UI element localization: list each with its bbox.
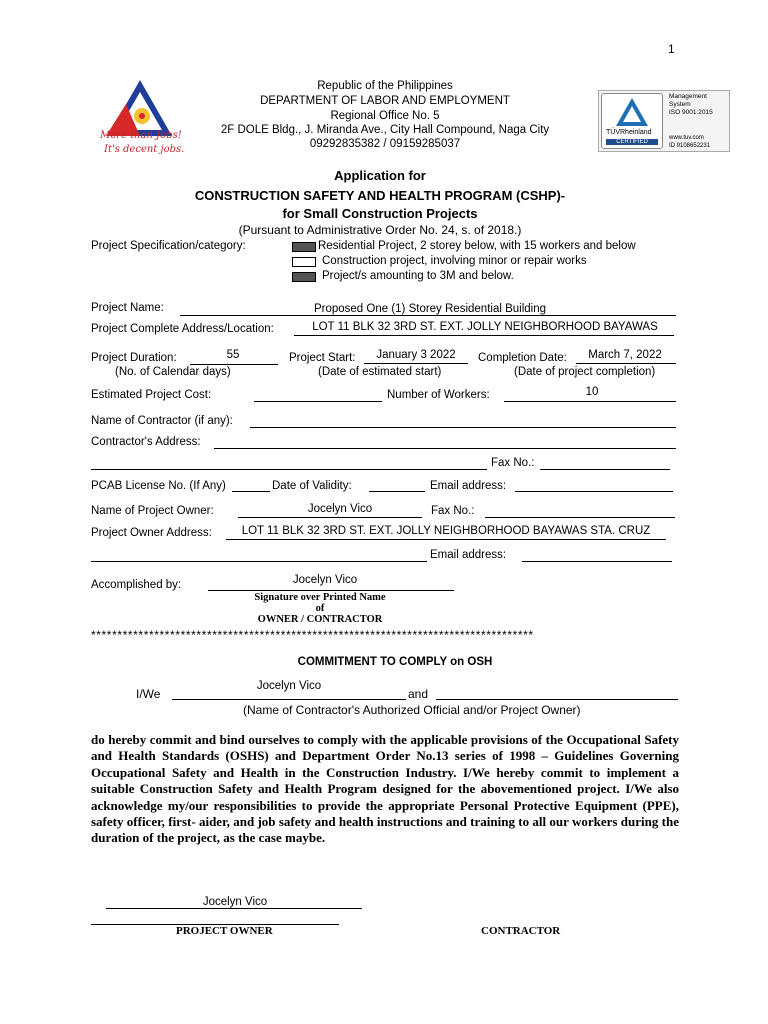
- title-pursuant: (Pursuant to Administrative Order No. 24, s. of 2018.): [238, 223, 522, 237]
- address-line: [294, 335, 674, 336]
- completion-label: Completion Date:: [478, 352, 567, 364]
- title-small-projects: for Small Construction Projects: [282, 206, 478, 221]
- owner-fax-label: Fax No.:: [431, 505, 475, 517]
- contractor-address-label: Contractor's Address:: [91, 436, 201, 448]
- and-line: [436, 699, 678, 700]
- owner-value[interactable]: Jocelyn Vico: [307, 503, 373, 515]
- contractor-caption: CONTRACTOR: [481, 925, 561, 937]
- pcab-line: [232, 491, 270, 492]
- header-republic: Republic of the Philippines: [317, 80, 453, 92]
- email-line: [515, 491, 673, 492]
- email-label: Email address:: [430, 480, 507, 492]
- workers-value[interactable]: 10: [585, 386, 599, 398]
- project-name-label: Project Name:: [91, 302, 164, 314]
- start-note: (Date of estimated start): [318, 366, 442, 378]
- address-label: Project Complete Address/Location:: [91, 323, 274, 335]
- duration-line: [190, 364, 278, 365]
- header-regional-office: Regional Office No. 5: [330, 110, 440, 122]
- address-value[interactable]: LOT 11 BLK 32 3RD ST. EXT. JOLLY NEIGHBORHOOD BAYAWAS: [312, 321, 658, 333]
- owner-fax-line: [485, 517, 675, 518]
- start-label: Project Start:: [289, 352, 356, 364]
- and-label: and: [408, 687, 429, 701]
- contractor-fax-line: [540, 469, 670, 470]
- category-option-3m: Project/s amounting to 3M and below.: [322, 270, 514, 282]
- category-checkbox-3m[interactable]: [292, 272, 316, 282]
- project-owner-caption: PROJECT OWNER: [176, 925, 273, 937]
- duration-label: Project Duration:: [91, 352, 177, 364]
- title-application-for: Application for: [334, 168, 426, 183]
- certification-badge: [598, 90, 730, 152]
- cert-line-4: www.tuv.com: [669, 135, 704, 141]
- category-option-residential: Residential Project, 2 storey below, with 15 workers and below: [318, 240, 636, 252]
- tuv-brand: TÜVRheinland: [606, 129, 652, 136]
- owner-address-line-2: [91, 561, 427, 562]
- pcab-label: PCAB License No. (If Any): [91, 480, 226, 492]
- cert-line-1: Management: [669, 93, 707, 100]
- contractor-line: [250, 427, 676, 428]
- category-label: Project Specification/category:: [91, 240, 246, 252]
- iwe-label: I/We: [136, 687, 161, 701]
- workers-line: [504, 401, 676, 402]
- iwe-line: [172, 699, 406, 700]
- completion-value[interactable]: March 7, 2022: [588, 349, 662, 361]
- tuv-logo: [601, 93, 663, 149]
- owner-email-line: [522, 561, 672, 562]
- cert-line-5: ID 9108652231: [669, 143, 711, 149]
- tuv-triangle-icon: [602, 96, 662, 130]
- completion-note: (Date of project completion): [514, 366, 656, 378]
- owner-email-label: Email address:: [430, 549, 507, 561]
- logo-slogan-1: More than Jobs!: [100, 130, 182, 141]
- header-address: 2F DOLE Bldg., J. Miranda Ave., City Hall Compound, Naga City: [220, 124, 550, 136]
- commitment-body: do hereby commit and bind ourselves to comply with the applicable provisions of the Occupational Safety and Health Standards (OSHS) and Department Order No.13 series of 1998 – Guidelines Governing Occupational Safety and Health in the Construction Industry. I/We hereby commit to implement a suitable Construction Safety and Health Program designed for the abovementioned project. I/We also acknowledge my/our responsibilities to provide the appropriate Personal Protective Equipment (PPE), safety officer, first- aider, and job safety and health instructions and training to all our workers during the duration of the project, as the case maybe.: [91, 732, 679, 846]
- accomplished-label: Accomplished by:: [91, 579, 182, 591]
- category-checkbox-minor-works[interactable]: [292, 257, 316, 267]
- title-cshp: CONSTRUCTION SAFETY AND HEALTH PROGRAM (CSHP)-: [194, 188, 566, 203]
- duration-note: (No. of Calendar days): [115, 366, 231, 378]
- contractor-address-line-2: [91, 469, 487, 470]
- owner-address-label: Project Owner Address:: [91, 527, 212, 539]
- owner-sign-line-1: [106, 908, 362, 909]
- start-value[interactable]: January 3 2022: [376, 349, 456, 361]
- validity-label: Date of Validity:: [272, 480, 352, 492]
- owner-label: Name of Project Owner:: [91, 505, 214, 517]
- duration-value[interactable]: 55: [226, 349, 240, 361]
- iwe-value[interactable]: Jocelyn Vico: [256, 680, 322, 692]
- cost-line: [254, 401, 382, 402]
- category-checkbox-residential[interactable]: [292, 242, 316, 252]
- owner-sign-value[interactable]: Jocelyn Vico: [202, 896, 268, 908]
- completion-line: [576, 363, 676, 364]
- contractor-address-line: [214, 448, 676, 449]
- cert-line-3: ISO 9001:2015: [669, 109, 713, 116]
- page-number: 1: [668, 42, 675, 56]
- signature-caption-3: OWNER / CONTRACTOR: [257, 614, 383, 625]
- owner-line: [238, 517, 422, 518]
- category-option-minor-works: Construction project, involving minor or repair works: [322, 255, 587, 267]
- accomplished-value[interactable]: Jocelyn Vico: [292, 574, 358, 586]
- cert-line-2: System: [669, 101, 691, 108]
- owner-address-line: [226, 539, 666, 540]
- project-name-value[interactable]: Proposed One (1) Storey Residential Building: [313, 303, 547, 315]
- cost-label: Estimated Project Cost:: [91, 389, 212, 401]
- start-line: [364, 363, 468, 364]
- owner-address-value[interactable]: LOT 11 BLK 32 3RD ST. EXT. JOLLY NEIGHBORHOOD BAYAWAS STA. CRUZ: [241, 525, 651, 537]
- project-name-line: [180, 315, 676, 316]
- validity-line: [369, 491, 425, 492]
- signature-caption-1: Signature over Printed Name: [254, 592, 386, 603]
- contractor-fax-label: Fax No.:: [491, 457, 535, 469]
- commitment-heading: COMMITMENT TO COMPLY on OSH: [297, 656, 493, 668]
- signature-caption-2: of: [315, 603, 325, 614]
- workers-label: Number of Workers:: [387, 389, 490, 401]
- accomplished-line: [208, 590, 454, 591]
- iwe-note: (Name of Contractor's Authorized Official and/or Project Owner): [243, 703, 581, 717]
- logo-slogan-2: It's decent jobs.: [104, 144, 185, 155]
- star-separator: ************************************************************************************: [91, 628, 534, 642]
- tuv-certified: CERTIFIED: [606, 139, 658, 145]
- header-phone: 09292835382 / 09159285037: [309, 138, 461, 150]
- header-department: DEPARTMENT OF LABOR AND EMPLOYMENT: [260, 95, 510, 107]
- contractor-label: Name of Contractor (if any):: [91, 415, 233, 427]
